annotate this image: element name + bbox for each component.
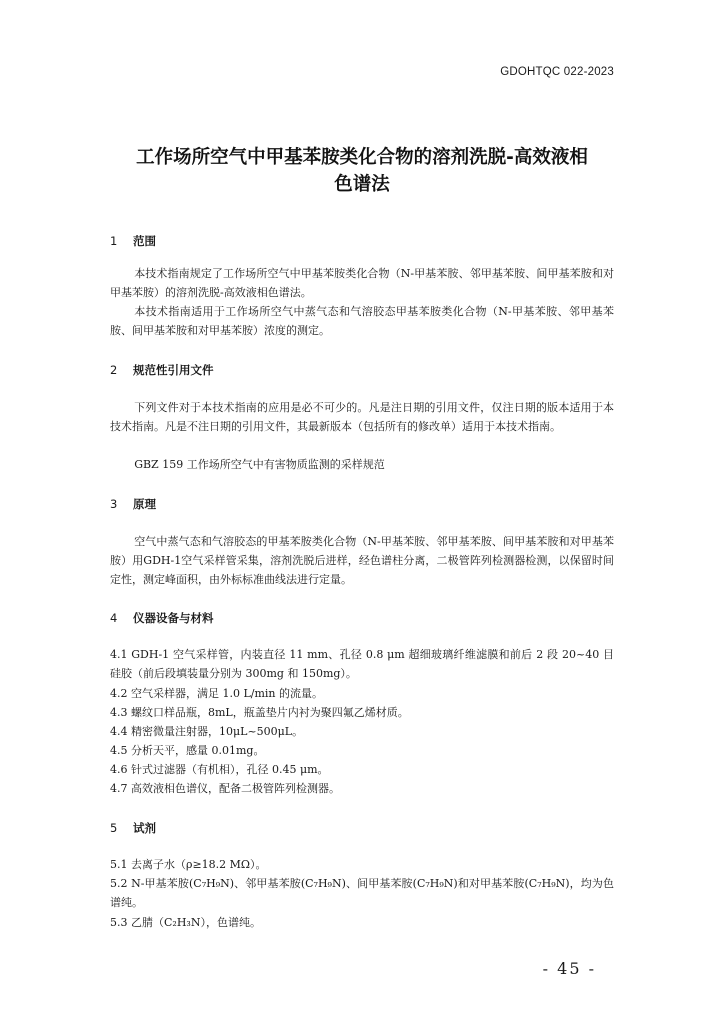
- page-number: - 45 -: [542, 959, 596, 978]
- section-2-reference: GBZ 159 工作场所空气中有害物质监测的采样规范: [134, 458, 385, 471]
- section-4-heading: [110, 610, 214, 626]
- section-1-paragraph-1: 本技术指南规定了工作场所空气中甲基苯胺类化合物（N-甲基苯胺、邻甲基苯胺、间甲基苯胺和对甲基苯胺）的溶剂洗脱-高效液相色谱法。: [110, 267, 614, 299]
- section-title: 范围: [133, 234, 157, 248]
- section-4-item-2: 4.2 空气采样器，满足 1.0 L/min 的流量。: [110, 687, 324, 700]
- title-line-2: 色谱法: [334, 174, 390, 195]
- title-line-1: 工作场所空气中甲基苯胺类化合物的溶剂洗脱-高效液相: [136, 147, 588, 168]
- section-3-paragraph-1: 空气中蒸气态和气溶胶态的甲基苯胺类化合物（N-甲基苯胺、邻甲基苯胺、间甲基苯胺和对甲基苯胺）用GDH-1空气采样管采集，溶剂洗脱后进样，经色谱柱分离，二极管阵列检测器检测，以保留时间定性，测定峰面积，由外标标准曲线法进行定量。: [110, 535, 614, 586]
- section-title: 试剂: [133, 821, 157, 835]
- section-3-heading: [110, 496, 156, 512]
- section-4-item-1: 4.1 GDH-1 空气采样管，内装直径 11 mm、孔径 0.8 μm 超细玻璃纤维滤膜和前后 2 段 20~40 目硅胶（前后段填装量分别为 300mg 和 150mg）。: [110, 648, 614, 680]
- section-5-heading: [110, 820, 156, 836]
- section-number: 2: [110, 363, 118, 377]
- section-title: 原理: [133, 497, 157, 511]
- section-4-item-5: 4.5 分析天平，感量 0.01mg。: [110, 744, 265, 757]
- section-1-heading: [110, 233, 156, 249]
- section-5-item-1: 5.1 去离子水（ρ≥18.2 MΩ）。: [110, 858, 267, 871]
- section-2-heading: [110, 362, 214, 378]
- section-number: 3: [110, 497, 118, 511]
- section-4-item-3: 4.3 螺纹口样品瓶，8mL，瓶盖垫片内衬为聚四氟乙烯材质。: [110, 706, 409, 719]
- section-title: 规范性引用文件: [133, 363, 214, 377]
- section-5-item-2: 5.2 N-甲基苯胺(C₇H₉N)、邻甲基苯胺(C₇H₉N)、间甲基苯胺(C₇H₉N)和对甲基苯胺(C₇H₉N)，均为色谱纯。: [110, 877, 614, 909]
- section-1-paragraph-2: 本技术指南适用于工作场所空气中蒸气态和气溶胶态甲基苯胺类化合物（N-甲基苯胺、邻甲基苯胺、间甲基苯胺和对甲基苯胺）浓度的测定。: [110, 305, 614, 337]
- section-4-item-4: 4.4 精密微量注射器，10μL~500μL。: [110, 725, 304, 738]
- section-number: 5: [110, 821, 118, 835]
- document-code: GDOHTQC 022-2023: [500, 66, 614, 78]
- section-number: 4: [110, 611, 118, 625]
- section-title: 仪器设备与材料: [133, 611, 214, 625]
- section-5-item-3: 5.3 乙腈（C₂H₃N），色谱纯。: [110, 916, 261, 929]
- section-4-item-7: 4.7 高效液相色谱仪，配备二极管阵列检测器。: [110, 782, 340, 795]
- section-2-paragraph-1: 下列文件对于本技术指南的应用是必不可少的。凡是注日期的引用文件，仅注日期的版本适用于本技术指南。凡是不注日期的引用文件，其最新版本（包括所有的修改单）适用于本技术指南。: [110, 401, 614, 433]
- section-number: 1: [110, 234, 118, 248]
- document-title: [110, 144, 614, 198]
- section-4-item-6: 4.6 针式过滤器（有机相），孔径 0.45 μm。: [110, 763, 329, 776]
